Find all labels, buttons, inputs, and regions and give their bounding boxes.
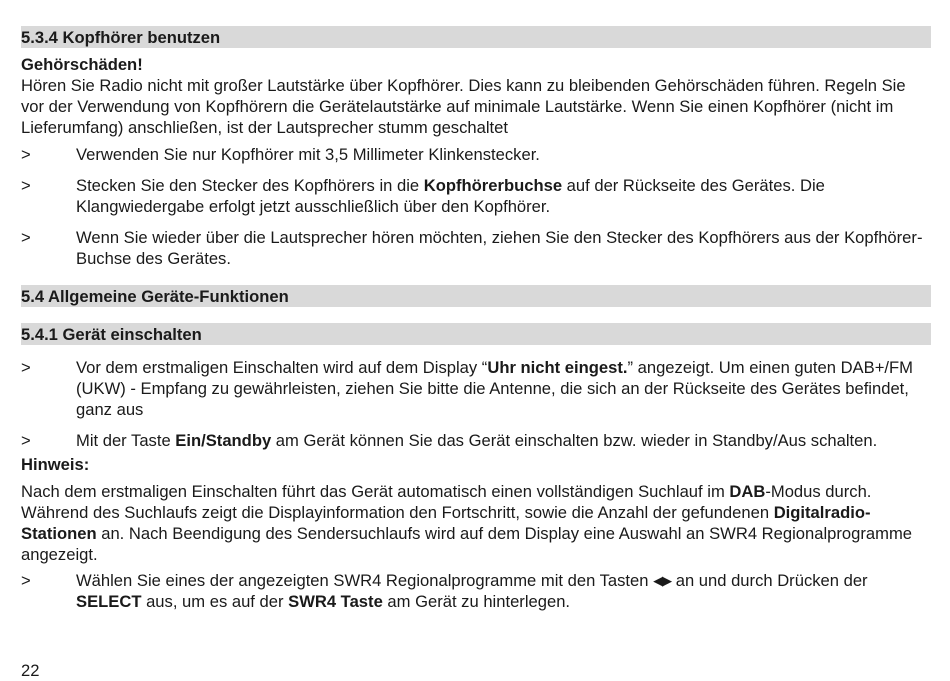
bullet-text: aus, um es auf der bbox=[141, 592, 289, 611]
section-heading-534: 5.3.4 Kopfhörer benutzen bbox=[21, 26, 931, 48]
note-text-part: an. Nach Beendigung des Sendersuchlaufs wird auf dem Display eine Auswahl an SWR4 Regionalprogramme angezeigt. bbox=[21, 524, 913, 564]
note-heading: Hinweis: bbox=[21, 455, 90, 474]
list-item bbox=[21, 430, 931, 451]
bullet-marker: > bbox=[21, 571, 31, 590]
list-item bbox=[21, 144, 931, 165]
bullet-text: Vor dem erstmaligen Einschalten wird auf dem Display “ bbox=[76, 358, 488, 377]
page-number: 22 bbox=[21, 661, 40, 680]
section-heading-541: 5.4.1 Gerät einschalten bbox=[21, 323, 931, 345]
bullet-text: Verwenden Sie nur Kopfhörer mit 3,5 Millimeter Klinkenstecker. bbox=[76, 145, 540, 164]
bullet-bold-term: Uhr nicht eingest. bbox=[487, 358, 628, 377]
bullet-text: Mit der Taste bbox=[76, 431, 176, 450]
note-bold-term: Digitalradio-Stationen bbox=[21, 503, 871, 543]
bullet-text: Stecken Sie den Stecker des Kopfhörers in die bbox=[76, 176, 424, 195]
bullet-bold-term: Kopfhörerbuchse bbox=[423, 176, 563, 195]
list-item bbox=[21, 570, 931, 612]
bullet-bold-term: Ein/Standby bbox=[175, 431, 272, 450]
note-bold-term: DAB bbox=[729, 482, 766, 501]
bullet-marker: > bbox=[21, 176, 31, 195]
warning-text: Hören Sie Radio nicht mit großer Lautstärke über Kopfhörer. Dies kann zu bleibenden Gehörschäden führen. Regeln Sie vor der Verwendung von Kopfhörern die Gerätelautstärke auf minimale Lautstärke. Wenn Sie einen Kopfhörer (nicht im Lieferumfang) anschließen, ist der Lautsprecher stumm geschaltet bbox=[21, 76, 906, 137]
bullet-text: ” angezeigt. Um einen guten DAB+/FM (UKW) - Empfang zu gewährleisten, ziehen Sie bitte die Antenne, die sich an der Rückseite des Gerätes befindet, ganz aus bbox=[76, 358, 913, 419]
bullet-text: am Gerät zu hinterlegen. bbox=[382, 592, 571, 611]
section-heading-54: 5.4 Allgemeine Geräte-Funktionen bbox=[21, 285, 931, 307]
list-item bbox=[21, 175, 931, 217]
bullet-bold-term: SELECT bbox=[76, 592, 142, 611]
bullet-text: Wählen Sie eines der angezeigten SWR4 Regionalprogramme mit den Tasten bbox=[76, 571, 654, 590]
bullet-text: Wenn Sie wieder über die Lautsprecher hören möchten, ziehen Sie den Stecker des Kopfhörers aus der Kopfhörer-Buchse des Gerätes. bbox=[76, 228, 923, 268]
list-item bbox=[21, 227, 931, 269]
bullet-marker: > bbox=[21, 145, 31, 164]
note-text-part: Nach dem erstmaligen Einschalten führt das Gerät automatisch einen vollständigen Suchlauf im bbox=[21, 482, 730, 501]
bullet-text: auf der Rückseite des Gerätes. Die Klangwiedergabe erfolgt jetzt ausschließlich über den Kopfhörer. bbox=[76, 176, 825, 216]
bullet-marker: > bbox=[21, 228, 31, 247]
bullet-marker: > bbox=[21, 431, 31, 450]
bullet-marker: > bbox=[21, 358, 31, 377]
bullet-text: am Gerät können Sie das Gerät einschalten bzw. wieder in Standby/Aus schalten. bbox=[271, 431, 878, 450]
left-right-arrows-icon: ◀▶ bbox=[653, 573, 672, 588]
bullet-bold-term: SWR4 Taste bbox=[288, 592, 383, 611]
list-item bbox=[21, 357, 931, 420]
bullet-text: an und durch Drücken der bbox=[671, 571, 868, 590]
warning-heading: Gehörschäden! bbox=[21, 55, 143, 74]
note-text bbox=[21, 481, 931, 565]
note-text-part: -Modus durch. Während des Suchlaufs zeigt die Displayinformation den Fortschritt, sowie die Anzahl der gefundenen bbox=[21, 482, 872, 522]
manual-page bbox=[21, 26, 931, 612]
